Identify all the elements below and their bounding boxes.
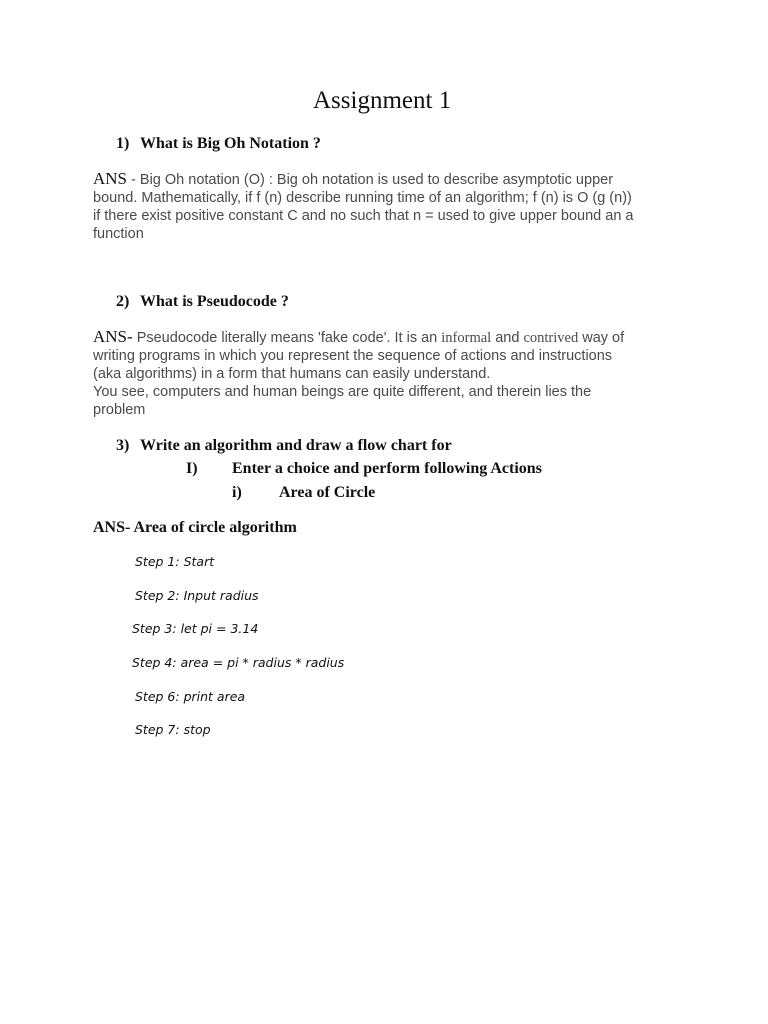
page-title: Assignment 1 <box>313 87 452 114</box>
answer-2-serif-word: informal <box>441 330 492 346</box>
algorithm-step: Step 7: stop <box>135 722 211 737</box>
answer-2-text: Pseudocode literally means 'fake code'. It is an <box>132 330 442 346</box>
answer-1-text: - Big Oh notation (O) : Big oh notation is used to describe asymptotic upper <box>127 172 614 188</box>
question-3-text: Write an algorithm and draw a flow chart for <box>140 437 452 454</box>
question-1-number: 1) <box>116 135 130 152</box>
question-1-text: What is Big Oh Notation ? <box>140 135 321 152</box>
algorithm-step: Step 3: let pi = 3.14 <box>132 621 259 636</box>
subsubitem-number: i) <box>232 484 242 501</box>
answer-1-line <box>93 170 683 189</box>
subitem-text: Enter a choice and perform following Actions <box>232 460 542 477</box>
answer-2-line: (aka algorithms) in a form that humans can easily understand. <box>93 366 491 382</box>
answer-1 <box>93 170 683 243</box>
answer-1-line: bound. Mathematically, if f (n) describe running time of an algorithm; f (n) is O (g (n)) <box>93 190 632 206</box>
algorithm-step: Step 1: Start <box>135 554 215 569</box>
question-2-number: 2) <box>116 293 130 310</box>
answer-2-line <box>93 328 683 347</box>
algorithm-step: Step 6: print area <box>135 689 246 704</box>
answer-2-line: You see, computers and human beings are quite different, and therein lies the <box>93 384 592 400</box>
answer-2-serif-word: contrived <box>523 330 579 346</box>
answer-2-text: way of <box>578 330 625 346</box>
answer-2 <box>93 328 683 419</box>
answer-2-label: ANS- <box>93 327 133 346</box>
answer-1-line: function <box>93 226 144 242</box>
subitem-number: I) <box>186 460 198 477</box>
answer-1-label: ANS <box>93 169 128 188</box>
answer-2-line: writing programs in which you represent the sequence of actions and instructions <box>93 348 613 364</box>
question-3-number: 3) <box>116 437 130 454</box>
answer-2-line: problem <box>93 402 146 418</box>
algorithm-step: Step 2: Input radius <box>135 588 259 603</box>
answer-3-heading: ANS- Area of circle algorithm <box>93 519 297 536</box>
answer-1-line: if there exist positive constant C and no such that n = used to give upper bound an a <box>93 208 634 224</box>
subsubitem-text: Area of Circle <box>279 484 376 501</box>
algorithm-step: Step 4: area = pi * radius * radius <box>132 655 345 670</box>
answer-2-text: and <box>491 330 524 346</box>
question-2-text: What is Pseudocode ? <box>140 293 289 310</box>
